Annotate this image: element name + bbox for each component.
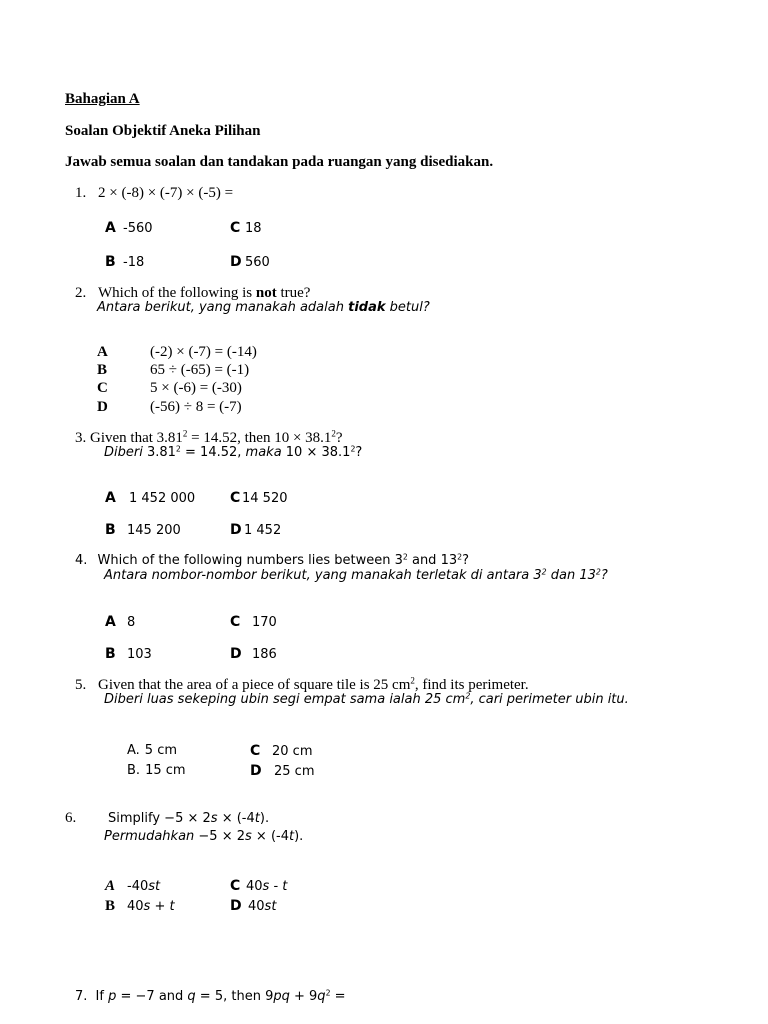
- superscript: 2: [402, 552, 408, 562]
- option-value-num: 40: [246, 879, 263, 894]
- option-value: 5 × (-6) = (-30): [150, 380, 242, 396]
- translation-f: ?: [355, 445, 363, 460]
- option-letter: D: [250, 763, 262, 779]
- question-7: [75, 989, 346, 1004]
- option-letter: D: [230, 522, 242, 538]
- option-value-num: 40: [127, 899, 144, 914]
- option-value: 1 452 000: [129, 491, 196, 506]
- q3-option-d[interactable]: [230, 522, 281, 538]
- superscript: 2: [331, 428, 336, 439]
- question-text-a: Given that the area of a piece of square tile is 25 cm: [98, 677, 411, 693]
- option-value-var2: t: [282, 879, 288, 894]
- variable-t: t: [289, 829, 295, 844]
- translation-start: Antara berikut, yang manakah adalah: [97, 300, 349, 315]
- question-text-b: × (-4: [217, 811, 255, 826]
- q2-option-c[interactable]: [97, 380, 242, 397]
- question-number: 2.: [75, 285, 87, 301]
- question-text-a: Which of the following numbers lies between 3: [97, 553, 403, 568]
- question-text-c: ).: [259, 811, 270, 826]
- variable-pq: pq: [273, 989, 290, 1004]
- option-letter: B: [105, 646, 116, 662]
- question-6-translation: [104, 829, 303, 844]
- option-letter: C: [230, 878, 241, 894]
- superscript: 2: [182, 428, 188, 439]
- translation-b: , cari perimeter ubin itu.: [470, 692, 629, 707]
- option-letter: C: [250, 743, 261, 759]
- option-letter: C: [230, 490, 241, 506]
- translation-end: betul?: [385, 300, 430, 315]
- option-value-num: -40: [127, 879, 149, 894]
- translation-emphasis: tidak: [348, 300, 386, 315]
- question-4: [75, 553, 469, 568]
- option-letter: D: [97, 399, 108, 415]
- option-letter: B: [105, 898, 116, 914]
- question-5-translation: [104, 692, 629, 707]
- option-value: 14 520: [242, 491, 288, 506]
- variable-t: t: [254, 811, 260, 826]
- variable-q: q: [187, 989, 196, 1004]
- q4-option-b[interactable]: [105, 646, 152, 662]
- question-2-translation: [97, 300, 430, 315]
- option-value-var: st: [264, 899, 277, 914]
- option-value-var: st: [148, 879, 161, 894]
- question-text-end: true?: [276, 285, 311, 301]
- option-letter: A: [105, 614, 116, 630]
- option-letter: A: [105, 220, 116, 236]
- translation-e: 10 × 38.1: [281, 445, 351, 460]
- q6-option-d[interactable]: [230, 898, 276, 914]
- translation-b: 3.81: [142, 445, 176, 460]
- q6-option-b[interactable]: [105, 898, 175, 915]
- superscript: 2: [325, 988, 331, 998]
- translation-a: Diberi luas sekeping ubin segi empat sama ialah 25 cm: [104, 692, 466, 707]
- superscript: 2: [350, 444, 356, 454]
- section-subtitle: Soalan Objektif Aneka Pilihan: [65, 123, 261, 139]
- variable-s: s: [245, 829, 252, 844]
- option-value: 1 452: [244, 523, 282, 538]
- option-letter: D: [230, 898, 242, 914]
- q2-option-a[interactable]: [97, 344, 257, 361]
- translation-a: Antara nombor-nombor berikut, yang manakah terletak di antara 3: [104, 568, 542, 583]
- superscript: 2: [595, 567, 601, 577]
- option-value: (-2) × (-7) = (-14): [150, 344, 257, 360]
- translation-c: ?: [600, 568, 608, 583]
- option-letter: A: [97, 344, 108, 360]
- option-letter: B: [105, 254, 116, 270]
- question-text-a: If: [95, 989, 109, 1004]
- question-text-c: ?: [335, 430, 343, 446]
- option-value: 18: [245, 221, 262, 236]
- question-6: [108, 811, 269, 826]
- q1-option-c[interactable]: [230, 220, 262, 236]
- translation-b: dan 13: [546, 568, 596, 583]
- q5-option-b[interactable]: [127, 763, 186, 778]
- q6-option-c[interactable]: [230, 878, 287, 894]
- option-letter: C: [97, 380, 108, 396]
- question-number: 4.: [75, 553, 88, 568]
- q2-option-b[interactable]: [97, 362, 249, 379]
- option-value: 186: [252, 647, 277, 662]
- question-text-emphasis: not: [255, 285, 277, 301]
- option-letter: D: [230, 646, 242, 662]
- question-text-start: Which of the following is: [98, 285, 256, 301]
- option-letter: C: [230, 220, 241, 236]
- option-value: 15 cm: [145, 763, 186, 778]
- translation-a: Permudahkan: [104, 829, 195, 844]
- translation-c: = 14.52,: [180, 445, 246, 460]
- option-letter: D: [230, 254, 242, 270]
- option-value: 145 200: [127, 523, 181, 538]
- question-text-d: + 9: [289, 989, 318, 1004]
- option-letter: C: [230, 614, 241, 630]
- question-text: 2 × (-8) × (-7) × (-5) =: [98, 185, 234, 201]
- question-text-b: , find its perimeter.: [414, 677, 529, 693]
- option-value: 8: [127, 615, 136, 630]
- option-value: 5 cm: [144, 743, 178, 758]
- question-3-translation: [104, 445, 362, 460]
- section-title: Bahagian A: [65, 91, 140, 107]
- option-letter: B.: [127, 763, 141, 778]
- translation-maka: maka: [245, 445, 282, 460]
- q4-option-a[interactable]: [105, 614, 135, 630]
- question-1: [75, 185, 233, 202]
- option-value-var2: t: [169, 899, 175, 914]
- option-letter: A: [105, 878, 116, 894]
- q6-option-a[interactable]: [105, 878, 160, 895]
- question-text-a: Simplify −5 × 2: [108, 811, 211, 826]
- option-value: 65 ÷ (-65) = (-1): [150, 362, 250, 378]
- question-text-b: = 14.52, then 10 × 38.1: [187, 430, 332, 446]
- translation-b: −5 × 2: [194, 829, 246, 844]
- question-text-b: = −7 and: [116, 989, 188, 1004]
- q3-option-b[interactable]: [105, 522, 181, 538]
- q1-option-d[interactable]: [230, 254, 270, 270]
- q4-option-c[interactable]: [230, 614, 277, 630]
- variable-s: s: [210, 811, 218, 826]
- translation-diberi: Diberi: [104, 445, 143, 460]
- option-value: 170: [252, 615, 277, 630]
- option-value-var: s: [262, 879, 270, 894]
- question-number: 1.: [75, 185, 87, 201]
- option-value: 20 cm: [272, 744, 313, 759]
- q5-option-a[interactable]: [127, 743, 177, 758]
- variable-q2: q: [317, 989, 326, 1004]
- option-value-op: -: [269, 879, 283, 894]
- option-letter: B: [97, 362, 108, 378]
- instruction: Jawab semua soalan dan tandakan pada ruangan yang disediakan.: [65, 154, 494, 170]
- option-letter: A.: [127, 743, 140, 758]
- option-value-op: +: [150, 899, 170, 914]
- q3-option-a[interactable]: [105, 490, 195, 506]
- question-text-e: =: [330, 989, 346, 1004]
- question-number: 7.: [75, 989, 88, 1004]
- option-letter: A: [105, 490, 116, 506]
- superscript: 2: [541, 567, 547, 577]
- superscript: 2: [175, 444, 181, 454]
- translation-d: ).: [294, 829, 304, 844]
- question-number: 3.: [75, 430, 87, 446]
- question-text-c: ?: [462, 553, 469, 568]
- translation-c: × (-4: [251, 829, 289, 844]
- superscript: 2: [410, 675, 415, 686]
- q1-option-a[interactable]: [105, 220, 153, 236]
- option-value-num: 40: [248, 899, 265, 914]
- q1-option-b[interactable]: [105, 254, 144, 270]
- option-value: 103: [127, 647, 152, 662]
- option-value: 25 cm: [274, 764, 315, 779]
- question-4-translation: [104, 568, 608, 583]
- question-6-number: 6.: [65, 810, 77, 826]
- option-value: 560: [245, 255, 270, 270]
- option-value: -18: [123, 255, 145, 270]
- variable-p: p: [108, 989, 117, 1004]
- q2-option-d[interactable]: [97, 399, 242, 416]
- q3-option-c[interactable]: [230, 490, 288, 506]
- superscript: 2: [465, 691, 471, 701]
- option-letter: B: [105, 522, 116, 538]
- q4-option-d[interactable]: [230, 646, 277, 662]
- question-number: 5.: [75, 677, 87, 693]
- question-text-a: Given that 3.81: [90, 430, 183, 446]
- option-value: -560: [123, 221, 153, 236]
- option-value: (-56) ÷ 8 = (-7): [150, 399, 242, 415]
- option-value-var: s: [143, 899, 151, 914]
- question-text-b: and 13: [407, 553, 458, 568]
- q5-option-d[interactable]: [250, 763, 315, 779]
- superscript: 2: [457, 552, 463, 562]
- q5-option-c[interactable]: [250, 743, 313, 759]
- question-text-c: = 5, then 9: [195, 989, 274, 1004]
